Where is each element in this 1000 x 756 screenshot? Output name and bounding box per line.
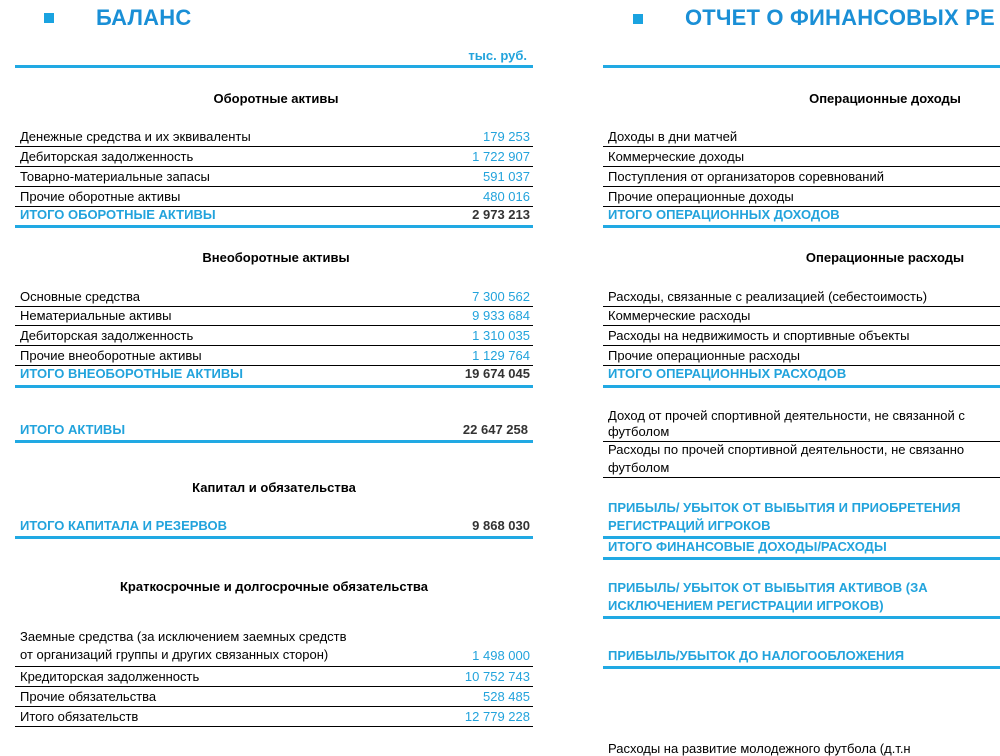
op-income-label: Коммерческие доходы <box>608 149 745 164</box>
liability-label: Итого обязательств <box>20 709 139 724</box>
liability-value: 10 752 743 <box>464 669 530 684</box>
op-expense-label: Расходы на недвижимость и спортивные объекты <box>608 328 910 343</box>
row-divider <box>15 325 533 326</box>
total-rule <box>603 666 1000 669</box>
loans-label-line1: Заемные средства (за исключением заемных средств <box>20 629 347 644</box>
balance-title: БАЛАНС <box>96 5 192 30</box>
op-expense-label: Расходы, связанные с реализацией (себестоимость) <box>608 289 928 304</box>
total-assets-value: 22 647 258 <box>462 422 528 437</box>
noncurrent-asset-label: Основные средства <box>20 289 140 304</box>
asset-disposal-label-line1: ПРИБЫЛЬ/ УБЫТОК ОТ ВЫБЫТИЯ АКТИВОВ (ЗА <box>608 580 928 595</box>
current-asset-value: 179 253 <box>483 129 530 144</box>
income-title: ОТЧЕТ О ФИНАНСОВЫХ РЕ <box>685 5 995 30</box>
equity-header: Капитал и обязательства <box>192 480 356 495</box>
noncurrent-asset-value: 7 300 562 <box>472 289 530 304</box>
current-asset-value: 480 016 <box>483 189 530 204</box>
player-registrations-label-line1: ПРИБЫЛЬ/ УБЫТОК ОТ ВЫБЫТИЯ И ПРИОБРЕТЕНИЯ <box>608 500 961 515</box>
op-expense-label: Коммерческие расходы <box>608 308 751 323</box>
income-bullet-icon <box>633 14 643 24</box>
current-asset-value: 1 722 907 <box>472 149 530 164</box>
financial-total-label: ИТОГО ФИНАНСОВЫЕ ДОХОДЫ/РАСХОДЫ <box>608 539 887 554</box>
op-income-label: Поступления от организаторов соревнований <box>608 169 884 184</box>
other-income-label-line1: Доход от прочей спортивной деятельности, не связанной с <box>608 408 965 423</box>
other-expense-label-line1: Расходы по прочей спортивной деятельности, не связанно <box>608 442 965 457</box>
loans-value: 1 498 000 <box>472 648 530 663</box>
liabilities-header: Краткосрочные и долгосрочные обязательства <box>120 579 428 594</box>
current-asset-value: 591 037 <box>483 169 530 184</box>
asset-disposal-label-line2: ИСКЛЮЧЕНИЕМ РЕГИСТРАЦИИ ИГРОКОВ) <box>608 598 884 613</box>
op-expense-label: Прочие операционные расходы <box>608 348 801 363</box>
row-divider <box>603 146 1000 147</box>
op-expenses-header: Операционные расходы <box>805 250 965 265</box>
total-rule <box>15 536 533 539</box>
op-income-header: Операционные доходы <box>809 91 961 106</box>
op-income-label: Доходы в дни матчей <box>608 129 738 144</box>
liability-label: Кредиторская задолженность <box>20 669 200 684</box>
loans-label-line2: от организаций группы и других связанных сторон) <box>20 647 329 662</box>
total-rule <box>15 225 533 228</box>
total-rule <box>15 440 533 443</box>
noncurrent-asset-value: 1 310 035 <box>472 328 530 343</box>
row-divider <box>15 146 533 147</box>
current-asset-label: Товарно-материальные запасы <box>20 169 210 184</box>
income-header-rule <box>603 65 1000 68</box>
row-divider <box>603 186 1000 187</box>
row-divider <box>15 186 533 187</box>
row-divider <box>15 166 533 167</box>
total-rule <box>603 557 1000 560</box>
noncurrent-assets-total-label: ИТОГО ВНЕОБОРОТНЫЕ АКТИВЫ <box>20 366 244 381</box>
row-divider <box>15 666 533 667</box>
noncurrent-asset-label: Прочие внеоборотные активы <box>20 348 202 363</box>
current-assets-total-label: ИТОГО ОБОРОТНЫЕ АКТИВЫ <box>20 207 216 222</box>
noncurrent-asset-label: Нематериальные активы <box>20 308 172 323</box>
row-divider <box>15 706 533 707</box>
noncurrent-asset-label: Дебиторская задолженность <box>20 328 194 343</box>
op-expenses-total-label: ИТОГО ОПЕРАЦИОННЫХ РАСХОДОВ <box>608 366 847 381</box>
total-rule <box>603 385 1000 388</box>
noncurrent-asset-value: 1 129 764 <box>472 348 530 363</box>
youth-expense-label: Расходы на развитие молодежного футбола (д.т.н <box>608 741 911 756</box>
row-divider <box>603 166 1000 167</box>
noncurrent-assets-header: Внеоборотные активы <box>202 250 350 265</box>
noncurrent-assets-total-value: 19 674 045 <box>464 366 530 381</box>
balance-bullet-icon <box>44 13 54 23</box>
row-divider <box>603 345 1000 346</box>
row-divider <box>603 325 1000 326</box>
current-asset-label: Денежные средства и их эквиваленты <box>20 129 251 144</box>
row-divider <box>15 345 533 346</box>
other-expense-label-line2: футболом <box>608 460 670 475</box>
liability-value: 12 779 228 <box>464 709 530 724</box>
current-asset-label: Дебиторская задолженность <box>20 149 194 164</box>
current-assets-total-value: 2 973 213 <box>472 207 530 222</box>
total-rule <box>603 225 1000 228</box>
noncurrent-asset-value: 9 933 684 <box>472 308 530 323</box>
op-income-total-label: ИТОГО ОПЕРАЦИОННЫХ ДОХОДОВ <box>608 207 840 222</box>
player-registrations-label-line2: РЕГИСТРАЦИЙ ИГРОКОВ <box>608 518 771 533</box>
pretax-label: ПРИБЫЛЬ/УБЫТОК ДО НАЛОГООБЛОЖЕНИЯ <box>608 648 905 663</box>
balance-unit: тыс. руб. <box>468 48 527 63</box>
total-assets-label: ИТОГО АКТИВЫ <box>20 422 126 437</box>
current-asset-label: Прочие оборотные активы <box>20 189 181 204</box>
row-divider <box>15 686 533 687</box>
total-rule <box>15 385 533 388</box>
op-income-label: Прочие операционные доходы <box>608 189 794 204</box>
equity-total-label: ИТОГО КАПИТАЛА И РЕЗЕРВОВ <box>20 518 227 533</box>
balance-header-rule <box>15 65 533 68</box>
row-divider <box>603 477 1000 478</box>
current-assets-header: Оборотные активы <box>213 91 339 106</box>
row-divider <box>15 726 533 727</box>
equity-total-value: 9 868 030 <box>472 518 530 533</box>
liability-label: Прочие обязательства <box>20 689 157 704</box>
other-income-label-line2: футболом <box>608 424 670 439</box>
liability-value: 528 485 <box>483 689 530 704</box>
row-divider <box>603 306 1000 307</box>
row-divider <box>15 306 533 307</box>
total-rule <box>603 616 1000 619</box>
